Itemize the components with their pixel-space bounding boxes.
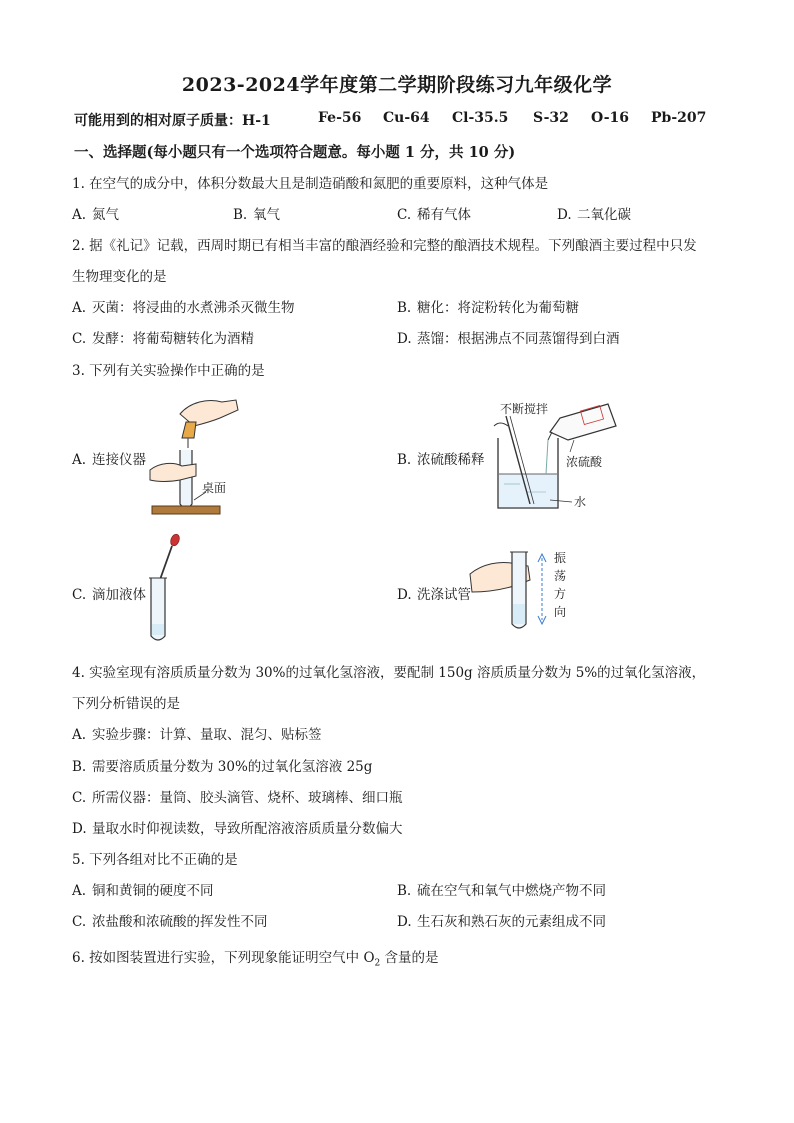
q1-option-b: B. 氧气 [233, 207, 280, 223]
figure-dilute-acid [490, 396, 620, 516]
mass-s: S-32 [533, 110, 569, 126]
section-heading: 一、选择题(每小题只有一个选项符合题意。每小题 1 分，共 10 分) [74, 144, 516, 161]
q2-option-c: C. 发酵：将葡萄糖转化为酒精 [72, 331, 254, 347]
shake-char-1: 振 [554, 551, 567, 565]
mass-cu: Cu-64 [383, 110, 430, 126]
mass-h: H-1 [242, 113, 271, 129]
atomic-masses-label: 可能用到的相对原子质量： [74, 113, 242, 129]
q6-stem: 6. 按如图装置进行实验，下列现象能证明空气中 $O_2$ 含量的是 [72, 950, 439, 969]
q5-option-a: A. 铜和黄铜的硬度不同 [72, 883, 214, 899]
acid-label: 浓硫酸 [566, 455, 603, 469]
shake-char-4: 向 [554, 605, 567, 619]
q2-option-d: D. 蒸馏：根据沸点不同蒸馏得到白酒 [397, 331, 620, 347]
mass-pb: Pb-207 [651, 110, 707, 126]
q4-stem-line2: 下列分析错误的是 [72, 696, 180, 712]
water-label: 水 [574, 495, 587, 509]
q5-option-c: C. 浓盐酸和浓硫酸的挥发性不同 [72, 914, 268, 930]
q4-option-c: C. 所需仪器：量筒、胶头滴管、烧杯、玻璃棒、细口瓶 [72, 790, 403, 806]
q5-option-d: D. 生石灰和熟石灰的元素组成不同 [397, 914, 606, 930]
q4-stem-line1: 4. 实验室现有溶质质量分数为 30%的过氧化氢溶液，要配制 150g 溶质质量分数为 5%的过氧化氢溶液， [72, 665, 706, 681]
mass-cl: Cl-35.5 [452, 110, 509, 126]
figure-drop-liquid [145, 532, 195, 647]
q1-option-c: C. 稀有气体 [397, 207, 471, 223]
q2-stem-line1: 2. 据《礼记》记载，西周时期已有相当丰富的酿酒经验和完整的酿酒技术规程。下列酿酒主要过程中只发 [72, 238, 697, 254]
q4-option-d: D. 量取水时仰视读数，导致所配溶液溶质质量分数偏大 [72, 821, 403, 837]
q2-stem-line2: 生物理变化的是 [72, 269, 167, 285]
figure-connect-apparatus [150, 392, 250, 522]
q5-option-b: B. 硫在空气和氧气中燃烧产物不同 [397, 883, 606, 899]
q3-option-c: C. 滴加液体 [72, 587, 146, 603]
q4-option-b: B. 需要溶质质量分数为 30%的过氧化氢溶液 25g [72, 759, 373, 775]
q1-option-d: D. 二氧化碳 [557, 207, 631, 223]
q3-option-b: B. 浓硫酸稀释 [397, 452, 485, 468]
shake-char-2: 荡 [554, 569, 567, 583]
page-title: 2023-2024学年度第二学期阶段练习九年级化学 [181, 74, 613, 96]
mass-fe: Fe-56 [318, 110, 362, 126]
q5-stem: 5. 下列各组对比不正确的是 [72, 852, 238, 868]
q1-stem: 1. 在空气的成分中，体积分数最大且是制造硝酸和氮肥的重要原料，这种气体是 [72, 176, 549, 192]
q2-option-b: B. 糖化：将淀粉转化为葡萄糖 [397, 300, 579, 316]
mass-o: O-16 [591, 110, 630, 126]
desk-label: 桌面 [202, 481, 227, 495]
atomic-masses [74, 110, 274, 130]
shake-char-3: 方 [554, 587, 567, 601]
q3-option-d: D. 洗涤试管 [397, 587, 471, 603]
q3-stem: 3. 下列有关实验操作中正确的是 [72, 363, 265, 379]
figure-wash-tube [470, 544, 580, 640]
stir-label: 不断搅拌 [500, 402, 549, 416]
q3-option-a: A. 连接仪器 [72, 452, 146, 468]
q1-option-a: A. 氮气 [72, 207, 119, 223]
q2-option-a: A. 灭菌：将浸曲的水煮沸杀灭微生物 [72, 300, 295, 316]
q4-option-a: A. 实验步骤：计算、量取、混匀、贴标签 [72, 727, 322, 743]
